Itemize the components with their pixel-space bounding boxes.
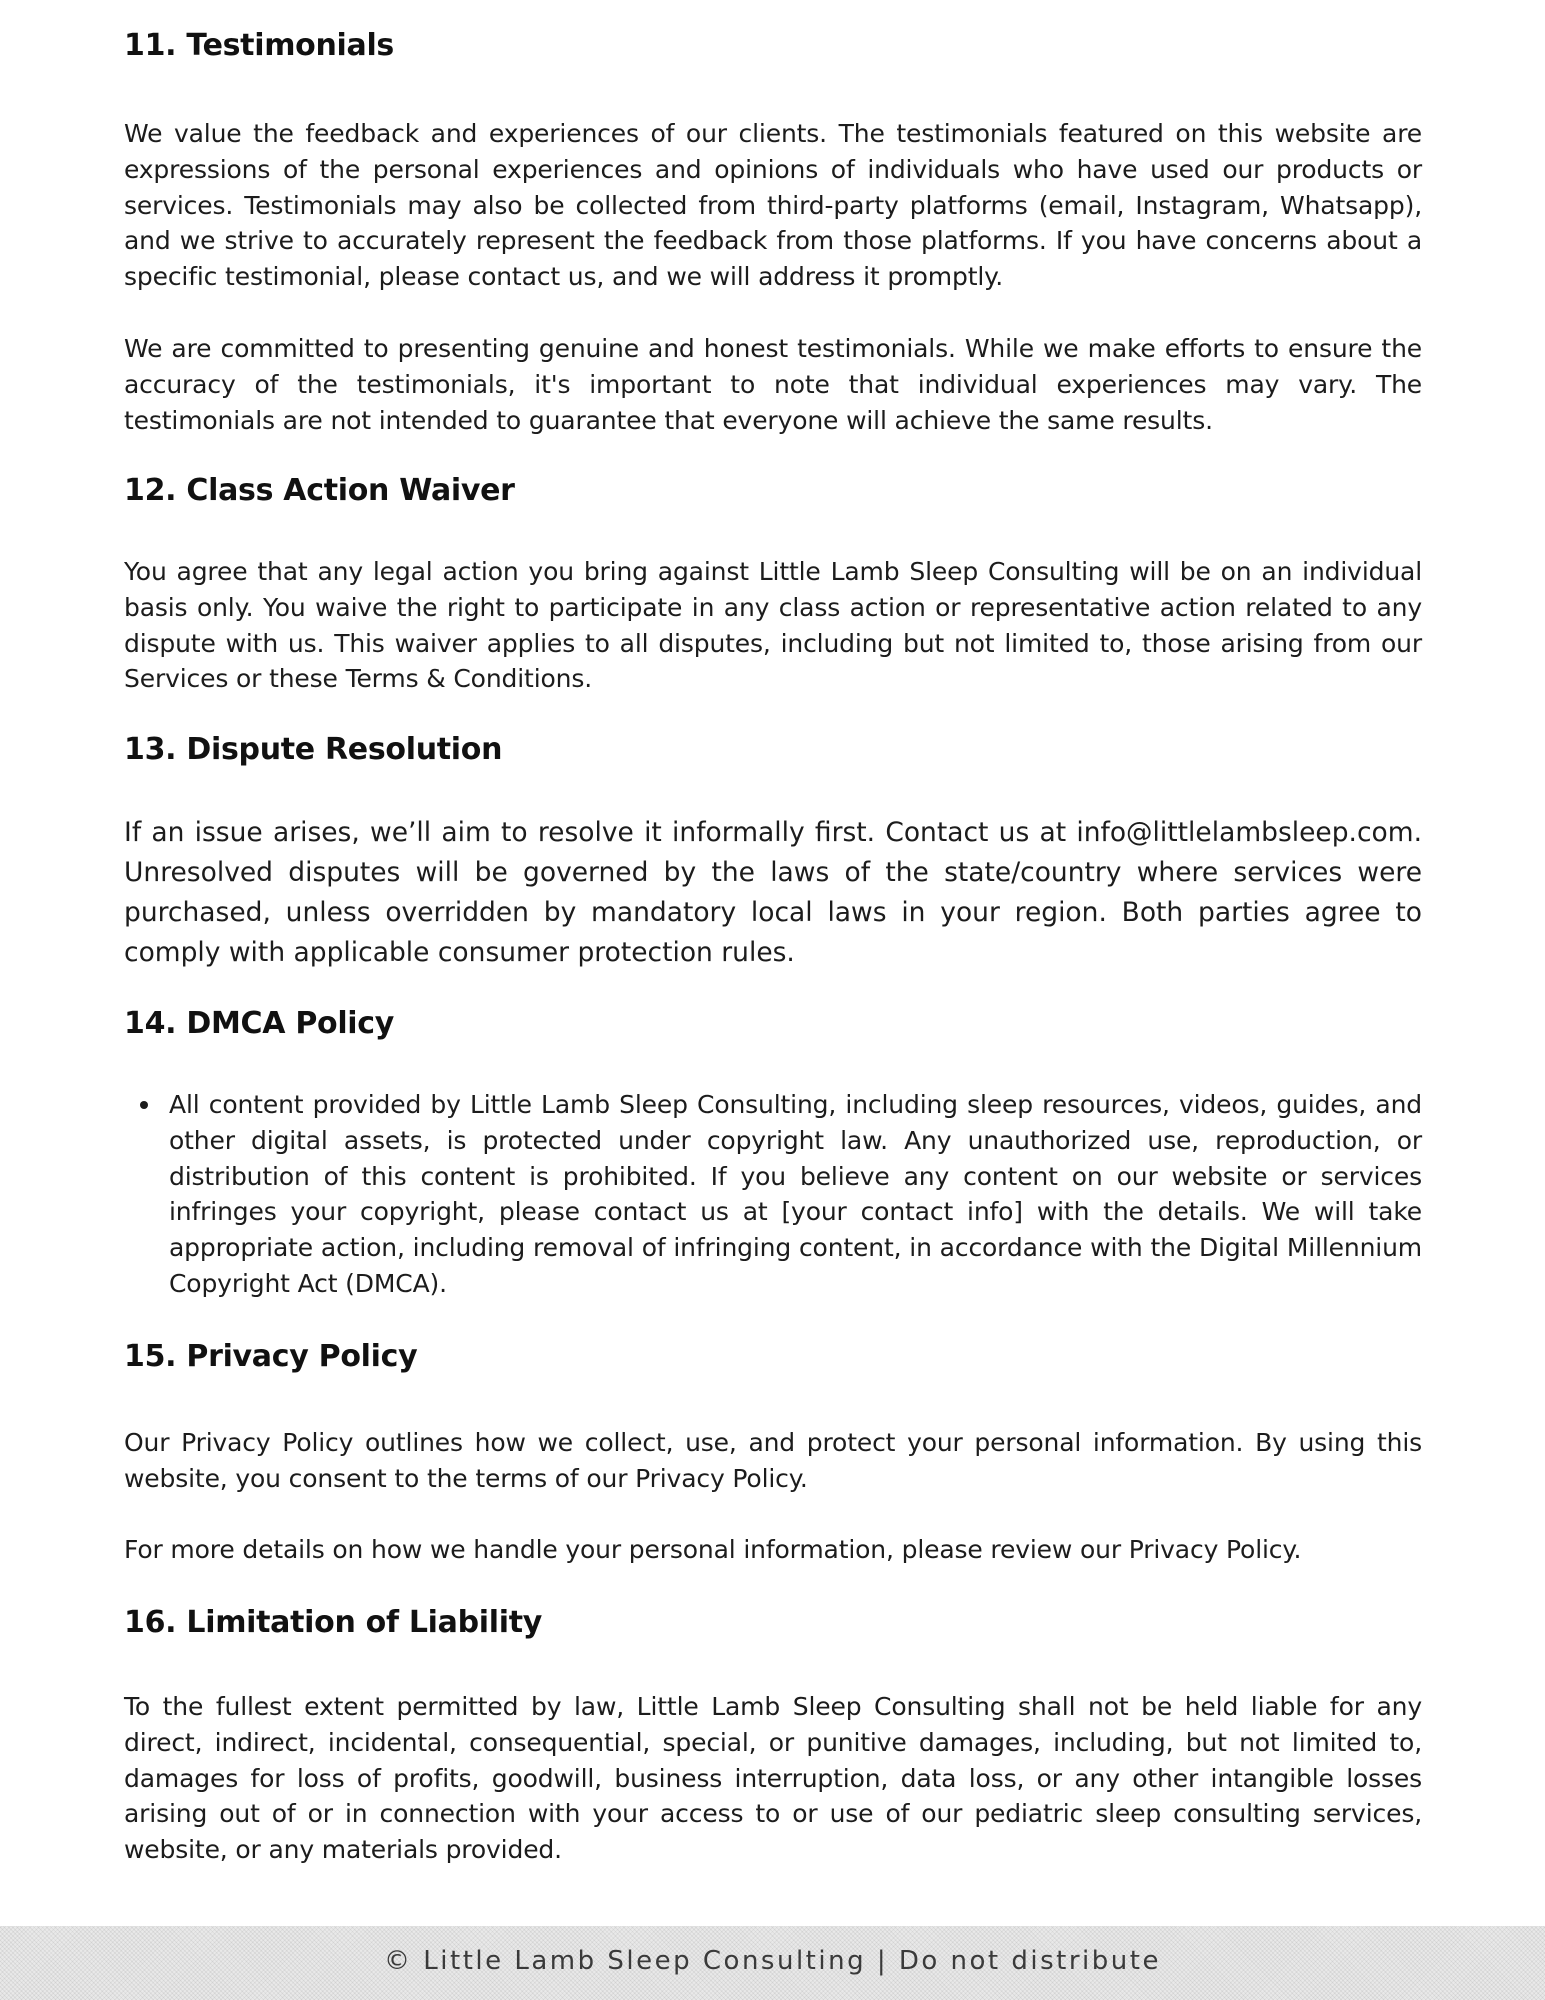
footer-copyright: © Little Lamb Sleep Consulting | Do not distribute	[384, 1946, 1161, 1976]
class-action-waiver-paragraph: You agree that any legal action you bring against Little Lamb Sleep Consulting will be on an individual basis only. You waive the right to participate in any class action or representative action related to any dispute with us. This waiver applies to all disputes, including but not limited to, those arising from our Services or these Terms & Conditions.	[124, 557, 1422, 694]
section-title-dmca-policy: 14. DMCA Policy	[124, 1006, 395, 1041]
dmca-bullet-item	[124, 1087, 1422, 1302]
dispute-resolution-paragraph: If an issue arises, we’ll aim to resolve it informally first. Contact us at info@littlelambsleep.com. Unresolved disputes will be governed by the laws of the state/country where services were purchased, unless overridden by mandatory local laws in your region. Both parties agree to comply with applicable consumer protection rules.	[124, 817, 1422, 968]
dmca-bullet-text: All content provided by Little Lamb Sleep Consulting, including sleep resources, videos, guides, and other digital assets, is protected under copyright law. Any unauthorized use, reproduction, or distribution of this content is prohibited. If you believe any content on our website or services infringes your copyright, please contact us at [your contact info] with the details. We will take appropriate action, including removal of infringing content, in accordance with the Digital Millennium Copyright Act (DMCA).	[169, 1090, 1422, 1298]
section-title-dispute-resolution: 13. Dispute Resolution	[124, 732, 503, 767]
limitation-of-liability-paragraph: To the fullest extent permitted by law, Little Lamb Sleep Consulting shall not be held liable for any direct, indirect, incidental, consequential, special, or punitive damages, including, but not limited to, damages for loss of profits, goodwill, business interruption, data loss, or any other intangible losses arising out of or in connection with your access to or use of our pediatric sleep consulting services, website, or any materials provided.	[124, 1692, 1422, 1865]
dmca-bullet-list	[124, 1087, 1422, 1302]
testimonials-paragraph-1: We value the feedback and experiences of our clients. The testimonials featured on this website are expressions of the personal experiences and opinions of individuals who have used our products or services. Testimonials may also be collected from third-party platforms (email, Instagram, Whatsapp), and we strive to accurately represent the feedback from those platforms. If you have concerns about a specific testimonial, please contact us, and we will address it promptly.	[124, 119, 1422, 292]
section-title-class-action-waiver: 12. Class Action Waiver	[124, 473, 515, 508]
section-title-testimonials: 11. Testimonials	[124, 28, 394, 63]
section-title-limitation-of-liability: 16. Limitation of Liability	[124, 1605, 543, 1640]
section-title-privacy-policy: 15. Privacy Policy	[124, 1339, 418, 1374]
bullet-dot-icon	[140, 1101, 148, 1109]
testimonials-paragraph-2: We are committed to presenting genuine and honest testimonials. While we make efforts to ensure the accuracy of the testimonials, it's important to note that individual experiences may vary. The testimonials are not intended to guarantee that everyone will achieve the same results.	[124, 334, 1422, 435]
privacy-policy-paragraph-1: Our Privacy Policy outlines how we collect, use, and protect your personal information. By using this website, you consent to the terms of our Privacy Policy.	[124, 1428, 1422, 1493]
privacy-policy-paragraph-2: For more details on how we handle your personal information, please review our Privacy Policy.	[124, 1535, 1302, 1564]
footer-bar	[0, 1926, 1545, 2000]
